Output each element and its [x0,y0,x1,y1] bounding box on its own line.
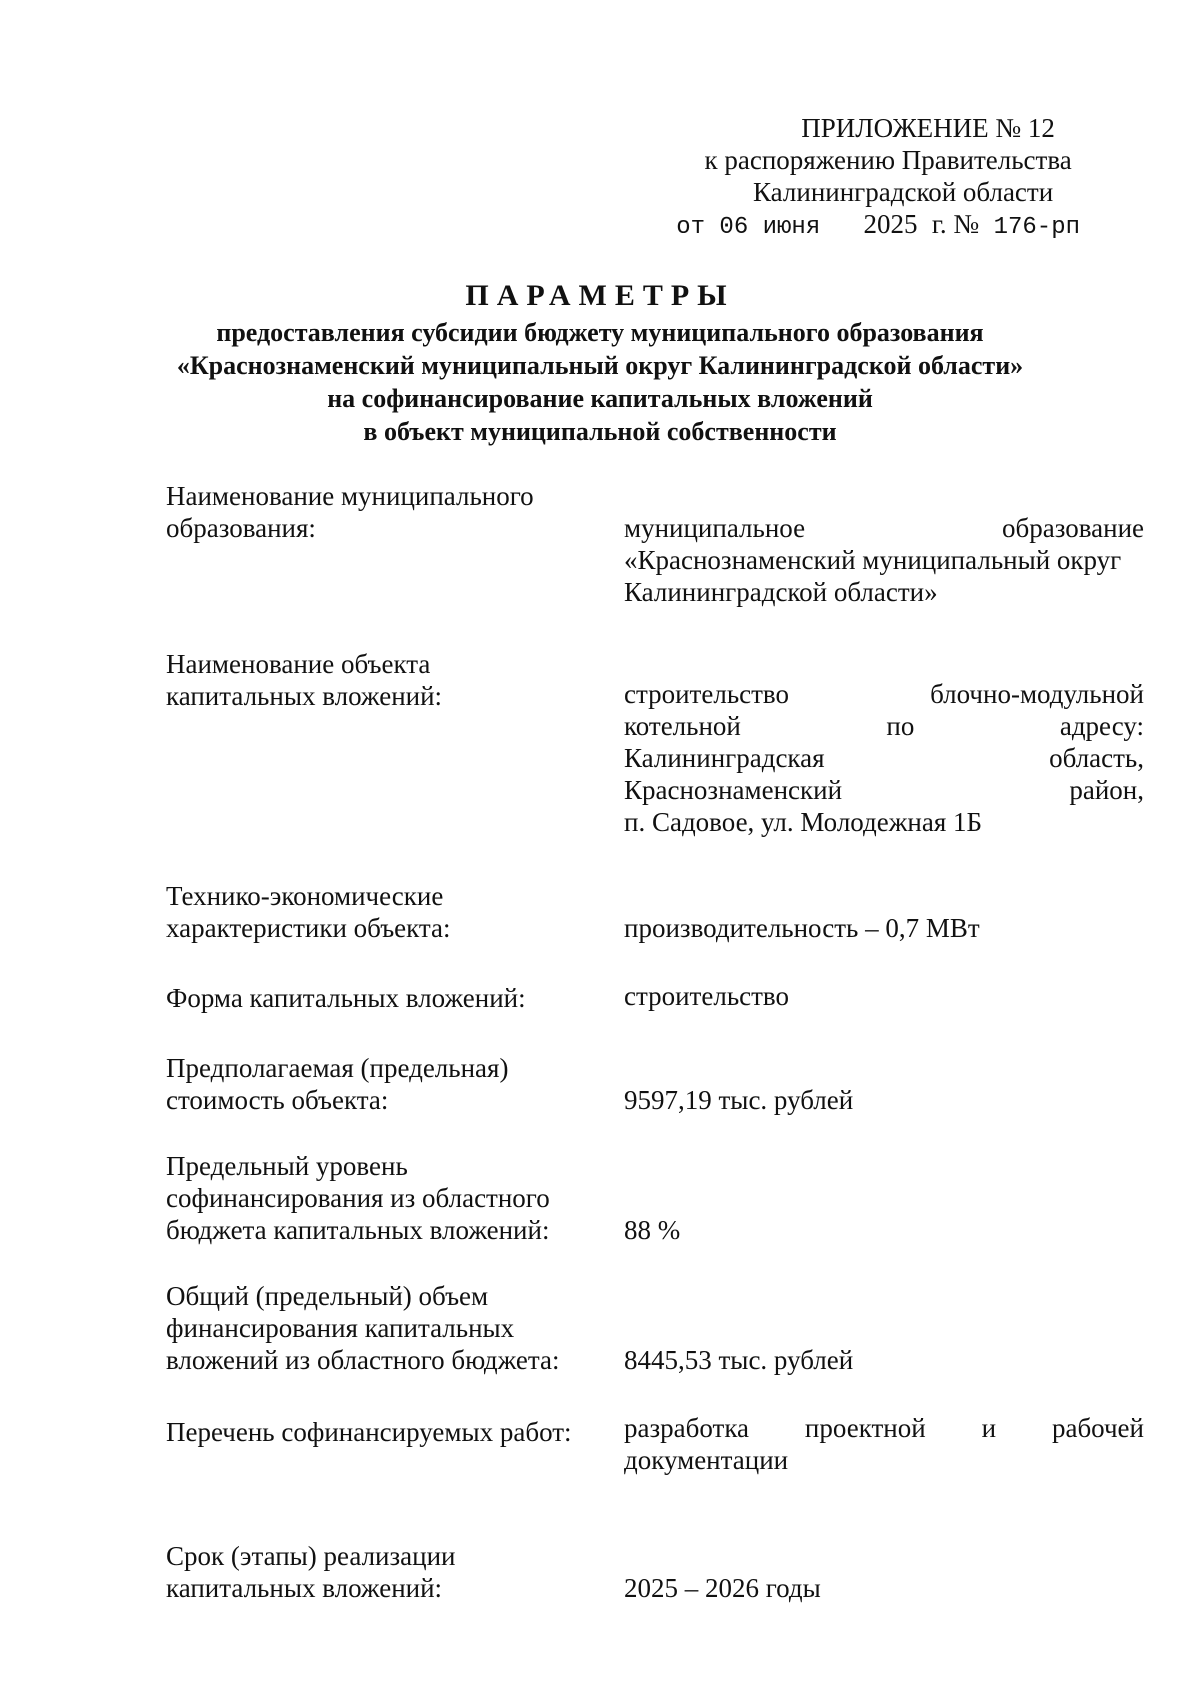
label-line: финансирования капитальных [166,1313,515,1343]
value-line: производительность – 0,7 МВт [624,913,980,943]
appendix-g-number: г. № [931,209,980,239]
param-value-characteristics [624,912,1144,944]
param-label-municipality [166,480,596,544]
title-line-4: в объект муниципальной собственности [363,417,837,446]
value-line: п. Садовое, ул. Молодежная 1Б [624,807,983,837]
value-line: строительство [624,981,789,1011]
value-line: 2025 – 2026 годы [624,1573,821,1603]
label-line: характеристики объекта: [166,913,451,943]
value-line: 88 % [624,1215,681,1245]
title-line-2: «Краснознаменский муниципальный округ Калининградской области» [176,351,1024,380]
param-label-form [166,982,596,1014]
appendix-date-prefix: от [676,214,706,241]
label-line: Технико-экономические [166,881,444,911]
param-value-municipality [624,512,1144,608]
param-value-form [624,980,1144,1012]
label-line: Перечень софинансируемых работ: [166,1417,572,1447]
label-line: капитальных вложений: [166,1573,443,1603]
appendix-header [676,112,1080,244]
appendix-region: Калининградской области [753,177,1054,207]
appendix-number: ПРИЛОЖЕНИЕ № 12 [801,113,1055,143]
param-value-period [624,1572,1144,1604]
param-label-cost [166,1052,596,1116]
label-line: Наименование муниципального [166,481,534,511]
value-line: 8445,53 тыс. рублей [624,1345,854,1375]
param-value-total-financing [624,1344,1144,1376]
appendix-date-line [676,208,1080,244]
label-line: образования: [166,513,316,543]
param-value-cofinancing-level [624,1214,1144,1246]
value-line: строительство блочно-модульной [624,679,1144,709]
value-line: Краснознаменский район, [624,775,1144,805]
label-line: Предполагаемая (предельная) [166,1053,509,1083]
document-title-block [120,278,1080,448]
title-line-1: предоставления субсидии бюджету муниципального образования [216,318,984,347]
label-line: Наименование объекта [166,649,431,679]
value-line: котельной по адресу: [624,711,1144,741]
label-line: вложений из областного бюджета: [166,1345,560,1375]
title-line-3: на софинансирование капитальных вложений [327,384,873,413]
label-line: стоимость объекта: [166,1085,389,1115]
appendix-reference: к распоряжению Правительства [704,145,1072,175]
label-line: бюджета капитальных вложений: [166,1215,550,1245]
document-title: ПАРАМЕТРЫ [465,279,735,312]
param-value-object [624,678,1144,838]
label-line: софинансирования из областного [166,1183,550,1213]
label-line: Срок (этапы) реализации [166,1541,456,1571]
param-label-period [166,1540,596,1604]
value-line: «Краснознаменский муниципальный округ [624,545,1122,575]
param-label-cofinancing-level [166,1150,596,1246]
label-line: Форма капитальных вложений: [166,983,526,1013]
label-line: Предельный уровень [166,1151,408,1181]
appendix-date: 06 июня [719,214,821,241]
value-line: Калининградской области» [624,577,938,607]
label-line: Общий (предельный) объем [166,1281,489,1311]
value-line: разработка проектной и рабочей [624,1413,1144,1443]
param-label-total-financing [166,1280,596,1376]
param-value-cost [624,1084,1144,1116]
value-line: муниципальное образование [624,513,1144,543]
param-label-works [166,1416,596,1448]
value-line: Калининградская область, [624,743,1144,773]
param-label-characteristics [166,880,596,944]
value-line: документации [624,1445,789,1475]
param-label-object [166,648,596,712]
appendix-order-number: 176-рп [993,214,1080,241]
value-line: 9597,19 тыс. рублей [624,1085,854,1115]
label-line: капитальных вложений: [166,681,443,711]
param-value-works [624,1412,1144,1476]
appendix-year: 2025 [863,209,918,239]
